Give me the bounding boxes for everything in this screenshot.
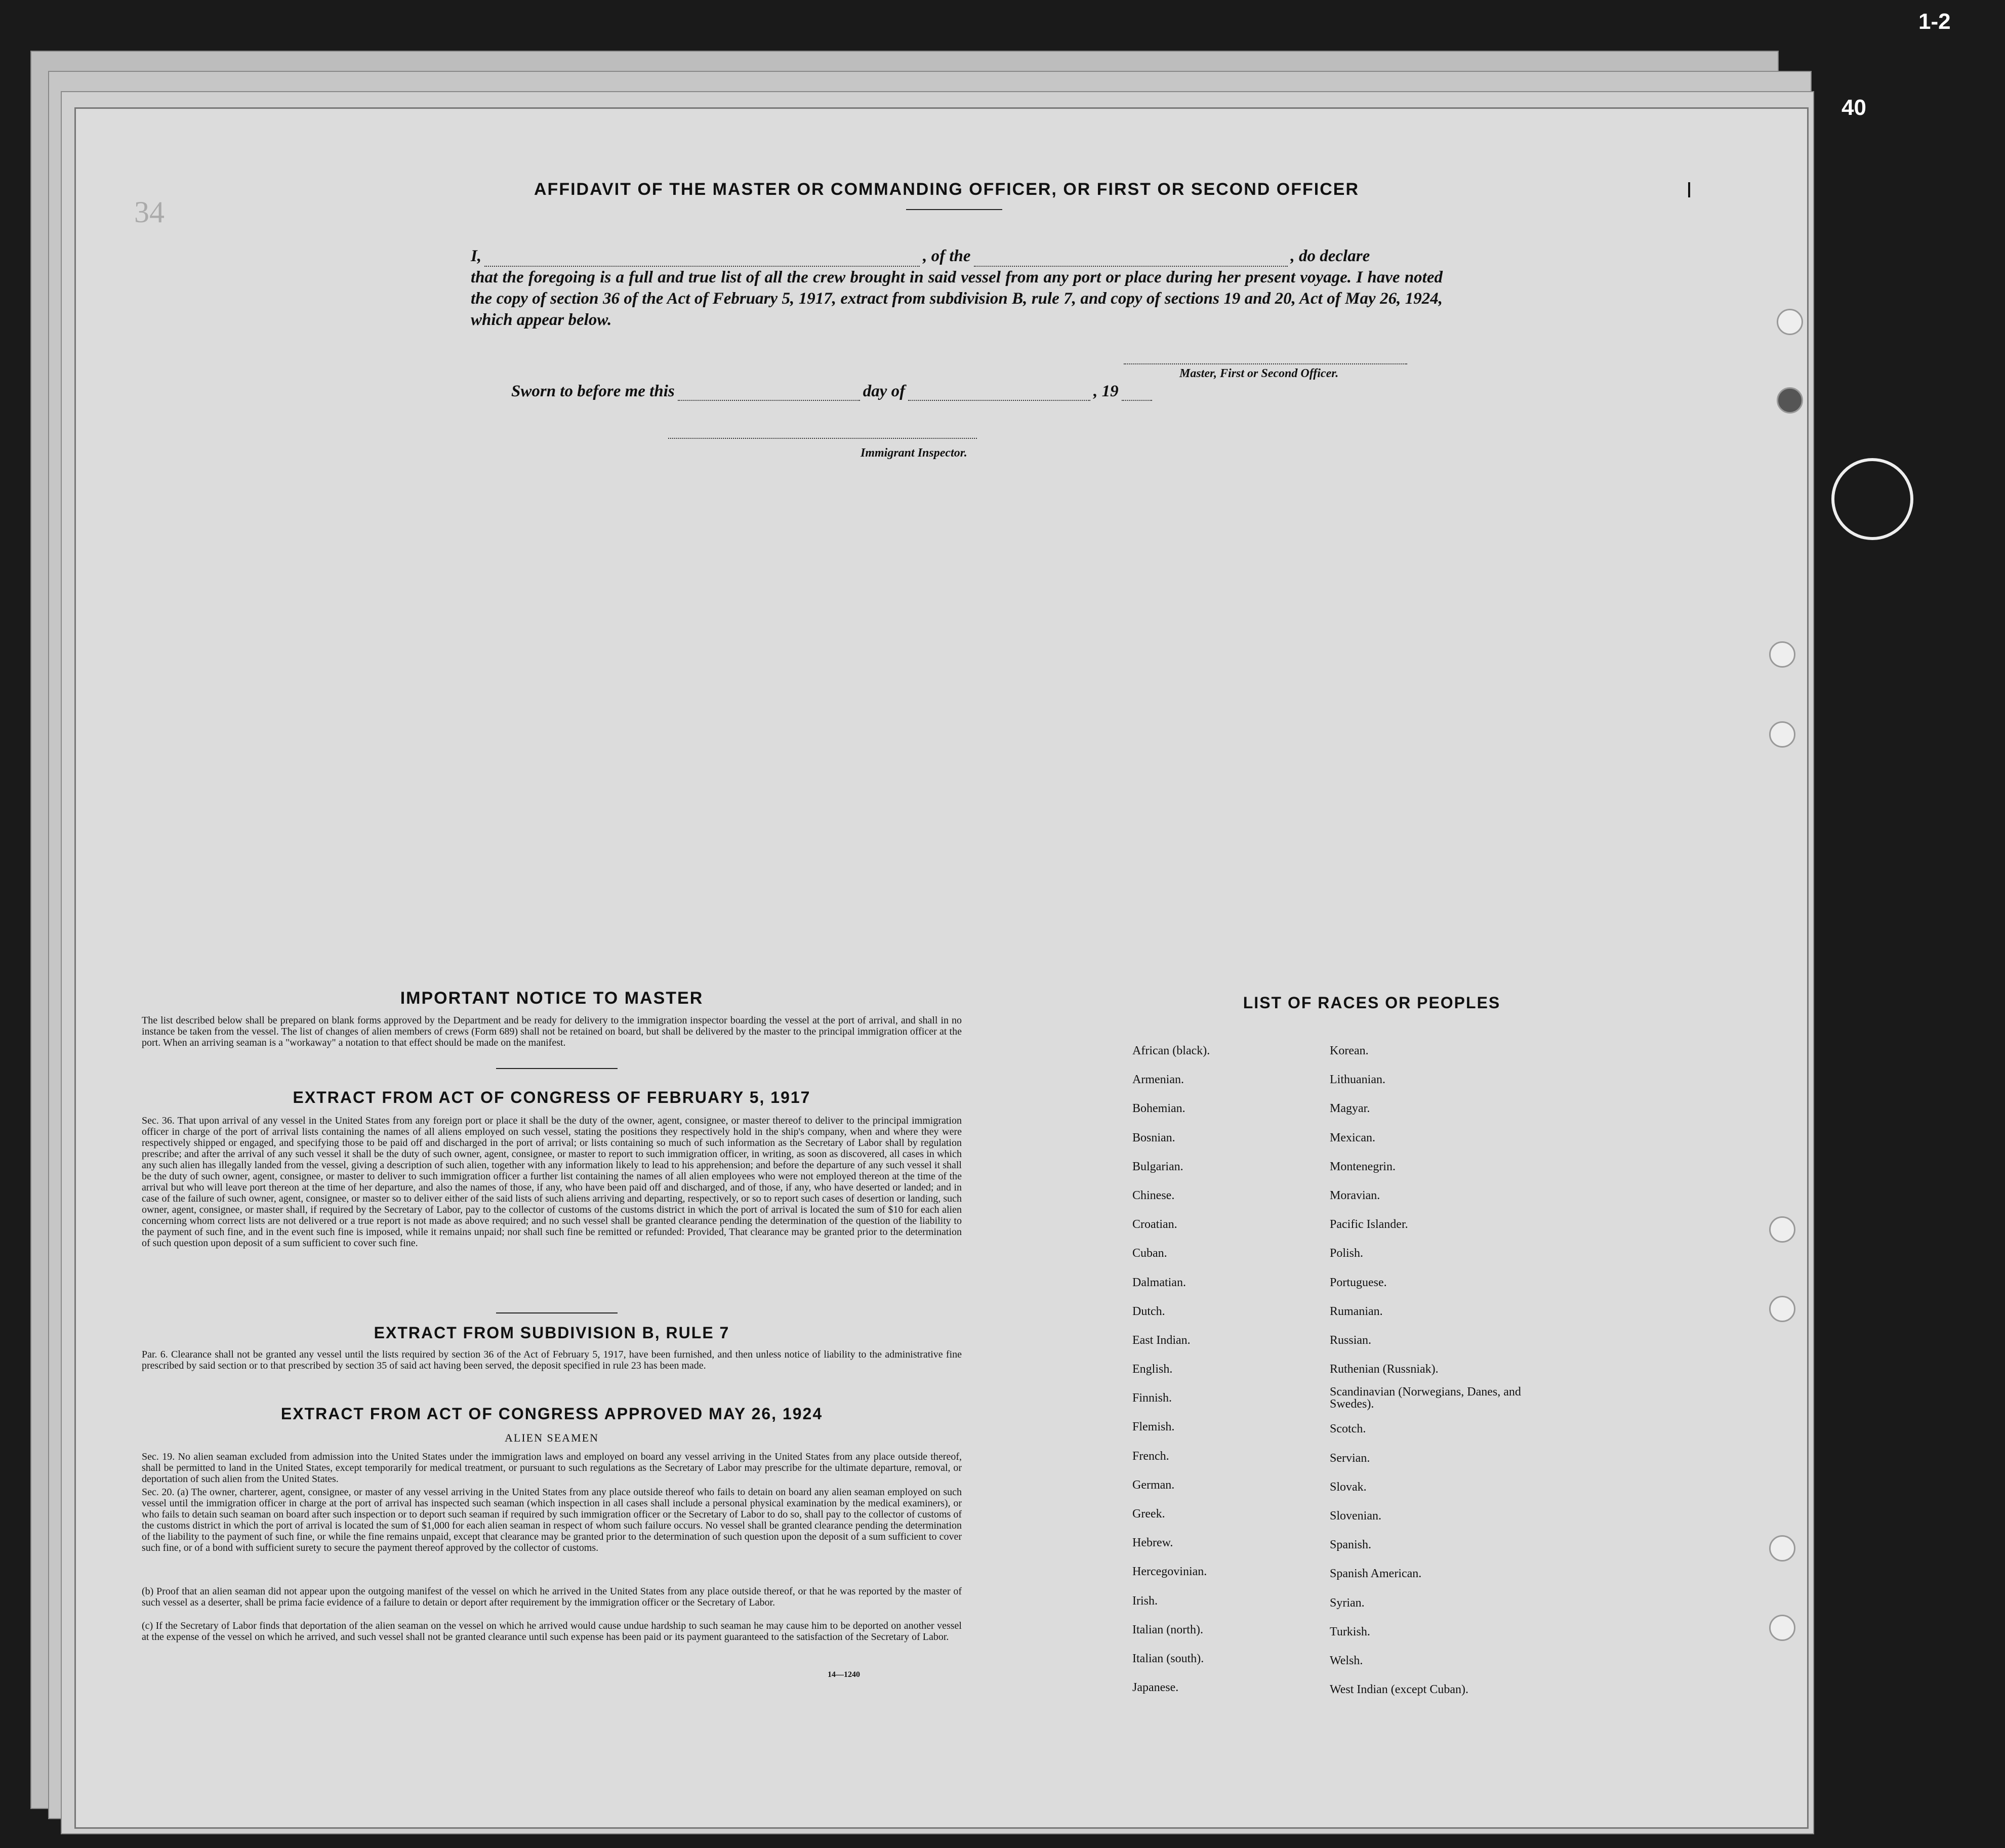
affidavit-title: AFFIDAVIT OF THE MASTER OR COMMANDING OFFICER, OR FIRST OR SECOND OFFICER (534, 180, 1359, 199)
race-item: Hercegovinian. (1132, 1565, 1207, 1579)
race-item: Pacific Islander. (1330, 1218, 1408, 1231)
extract-1924-title: EXTRACT FROM ACT OF CONGRESS APPROVED MAY 26, 1924 (280, 1405, 823, 1423)
day-of-label: day of (863, 382, 906, 400)
page-number: 40 (1842, 95, 1866, 120)
race-item: Turkish. (1330, 1625, 1370, 1638)
extract-1917-title: EXTRACT FROM ACT OF CONGRESS OF FEBRUARY 5, 1917 (293, 1088, 811, 1106)
master-signature-label: Master, First or Second Officer. (1179, 367, 1339, 380)
extract-1924-sec19: Sec. 19. No alien seaman excluded from admission into the United States under the immigration laws and employed on board any vessel arriving in the United States from any place outside thereof, shall be permitted to land in the United States, except temporarily for medical treatment, or pursuant to such regulations as the Secretary of Labor may prescribe for the ultimate departure, removal, or deportation of such alien from the United States. (142, 1451, 962, 1485)
extract-1924-sec20a: Sec. 20. (a) The owner, charterer, agent, consignee, or master of any vessel arriving in the United States from any place outside thereof who fails to detain on board any alien seaman employed on such vessel until the immigration officer in charge at the port of arrival has inspected such seaman (which inspection in all cases shall include a personal physical examination by the medical examiners), or who fails to detain such seaman on board after such inspection or to deport such seaman if required by such immigration officer or the Secretary of Labor to do so, shall pay to the collector of customs of the customs district in which the port of arrival is located the sum of $1,000 for each alien seaman in respect of whom such failure occurs. No vessel shall be granted clearance pending the determination of the liability to the payment of such fine, or while the fine remains unpaid, except that clearance may be granted prior to the determination of such question upon the deposit of a sum sufficient to cover such fine, or of a bond with sufficient surety to secure the payment thereof approved by the collector of customs. (142, 1487, 962, 1553)
corner-mark: 1-2 (1918, 9, 1951, 34)
sworn-day-field[interactable] (678, 386, 860, 401)
punch-hole (1777, 309, 1803, 335)
races-title: LIST OF RACES OR PEOPLES (1243, 994, 1501, 1012)
sworn-label: Sworn to before me this (511, 382, 675, 400)
race-item: Scotch. (1330, 1422, 1366, 1436)
inspector-signature-label: Immigrant Inspector. (861, 446, 967, 460)
extract-1924-sec20b: (b) Proof that an alien seaman did not appear upon the outgoing manifest of the vessel on which he arrived in the United States from any place outside thereof, or that he was reported by the master of such vessel as a deserter, shall be prima facie evidence of a failure to detain or deport after requirement by the immigration officer or the Secretary of Labor. (142, 1586, 962, 1608)
race-item: Greek. (1132, 1507, 1165, 1521)
affidavit-body: that the foregoing is a full and true list of all the crew brought in said vessel from any port or place during her present voyage. I have noted the copy of section 36 of the Act of February 5, 1917, extract from subdivision B, rule 7, and copy of sections 19 and 20, Act of May 26, 1924, which appear below. (471, 268, 1443, 329)
race-item: Servian. (1330, 1451, 1370, 1465)
race-item: West Indian (except Cuban). (1330, 1683, 1468, 1697)
sworn-year-field[interactable] (1122, 386, 1152, 401)
race-item: Russian. (1330, 1333, 1372, 1347)
race-item: Welsh. (1330, 1654, 1363, 1667)
race-item: Bohemian. (1132, 1102, 1185, 1116)
race-item: Italian (south). (1132, 1652, 1204, 1665)
form-number: 14—1240 (828, 1670, 860, 1679)
sworn-line (511, 382, 1152, 401)
sworn-month-field[interactable] (908, 386, 1090, 401)
extract-1917-rule (496, 1312, 618, 1313)
race-item: Spanish American. (1330, 1567, 1422, 1581)
binder-hole (1831, 458, 1913, 540)
race-item: Hebrew. (1132, 1536, 1173, 1550)
race-item: Syrian. (1330, 1596, 1365, 1610)
race-item: Dalmatian. (1132, 1276, 1186, 1289)
race-item: Mexican. (1330, 1131, 1375, 1144)
races-column-2 (1330, 1037, 1542, 1704)
race-item: East Indian. (1132, 1333, 1191, 1347)
race-item: Italian (north). (1132, 1623, 1203, 1636)
tick-mark (1688, 182, 1690, 197)
affidavit-title-rule (906, 209, 1002, 210)
race-item: Croatian. (1132, 1218, 1177, 1231)
master-name-field[interactable] (484, 252, 920, 267)
race-item: Magyar. (1330, 1102, 1370, 1116)
race-item: Finnish. (1132, 1391, 1172, 1405)
rule7-body: Par. 6. Clearance shall not be granted any vessel until the lists required by section 36 of the Act of February 5, 1917, have been furnished, and then unless notice of liability to the administrative fine prescribed by said section or to that prescribed by section 35 of said act having been served, the deposit specified in rule 23 has been made. (142, 1349, 962, 1371)
race-item: Slovenian. (1330, 1509, 1381, 1523)
extract-1924-subtitle: ALIEN SEAMEN (505, 1431, 599, 1444)
manifest-page (76, 109, 1807, 1827)
extract-1917-body: Sec. 36. That upon arrival of any vessel in the United States from any foreign port or place it shall be the duty of the owner, agent, consignee, or master thereof to deliver to the principal immigration officer in charge of the port of arrival lists containing the names of all aliens employed on such vessel, stating the positions they respectively hold in the ship's company, when and where they were respectively shipped or engaged, and specifying those to be paid off and discharged in the port of arrival; or lists containing so much of such information as the Secretary of Labor shall by regulation prescribe; and after the arrival of any such vessel it shall be the duty of such owner, agent, consignee, or master to report to such immigration officer, in writing, as soon as discovered, all cases in which any such alien has illegally landed from the vessel, giving a description of such alien, together with any information likely to lead to his apprehension; and before the departure of any such vessel it shall be the duty of such owner, agent, consignee, or master to deliver to such immigration officer a further list containing the names of all alien employees who were not employed thereon at the time of the arrival but who will leave port thereon at the time of her departure, and also the names of those, if any, who have been paid off and discharged, and of those, if any, who have deserted or landed; and in case of the failure of such owner, agent, consignee, or master so to deliver either of the said lists of such aliens arriving and departing, respectively, or so to report such cases of desertion or landing, such owner, agent, consignee, or master shall, if required by the Secretary of Labor, pay to the collector of customs of the customs district in which the port of arrival is located the sum of $10 for each alien concerning whom correct lists are not delivered or a true report is not made as above required; and no such vessel shall be granted clearance pending the determination of the question of the liability to the payment of such fine, and in the event such fine is imposed, while it remains unpaid; nor shall such fine be remitted or refunded: Provided, That clearance may be granted prior to the determination of such question upon deposit of a sum sufficient to cover such fine. (142, 1115, 962, 1249)
notice-title: IMPORTANT NOTICE TO MASTER (400, 989, 704, 1008)
side-number: 34 (134, 195, 165, 229)
race-item: English. (1132, 1363, 1173, 1376)
year-prefix: , 19 (1093, 382, 1119, 400)
race-item: German. (1132, 1478, 1175, 1492)
affidavit-statement (471, 245, 1443, 331)
race-item: Portuguese. (1330, 1276, 1387, 1289)
race-item: Chinese. (1132, 1188, 1175, 1202)
races-column-1 (1132, 1037, 1315, 1702)
notice-body: The list described below shall be prepared on blank forms approved by the Department and be ready for delivery to the immigration inspector boarding the vessel at the port of arrival, and shall in no instance be taken from the vessel. The list of changes of alien members of crews (Form 689) shall not be retained on board, but shall be delivered by the master to the principal immigration officer at the port. When an arriving seaman is a "workaway" a notation to that effect should be made on the manifest. (142, 1015, 962, 1048)
race-item: Slovak. (1330, 1480, 1367, 1494)
vessel-name-field[interactable] (974, 252, 1288, 267)
race-item: Cuban. (1132, 1247, 1167, 1260)
race-item: Scandinavian (Norwegians, Danes, and Swedes). (1330, 1385, 1521, 1411)
punch-hole (1769, 721, 1795, 748)
of-the-label: , of the (923, 247, 971, 265)
race-item: Montenegrin. (1330, 1160, 1396, 1173)
i-label: I, (471, 247, 482, 265)
extract-1924-sec20c: (c) If the Secretary of Labor finds that deportation of the alien seaman on the vessel on which he arrived would cause undue hardship to such seaman he may cause him to be deported on another vessel at the expense of the vessel on which he arrived, and such vessel shall not be granted clearance until such expense has been paid or its payment guaranteed to the satisfaction of the Secretary of Labor. (142, 1620, 962, 1642)
punch-hole (1769, 1535, 1795, 1562)
race-item: Bosnian. (1132, 1131, 1175, 1144)
race-item: Ruthenian (Russniak). (1330, 1363, 1439, 1376)
race-item: French. (1132, 1449, 1169, 1463)
punch-hole (1769, 641, 1795, 668)
punch-hole (1769, 1615, 1795, 1641)
race-item: Flemish. (1132, 1420, 1175, 1434)
race-item: Moravian. (1330, 1188, 1380, 1202)
race-item: Rumanian. (1330, 1304, 1383, 1318)
punch-hole (1777, 387, 1803, 414)
race-item: Japanese. (1132, 1681, 1179, 1695)
race-item: Armenian. (1132, 1073, 1184, 1087)
race-item: Bulgarian. (1132, 1160, 1183, 1173)
race-item: Dutch. (1132, 1304, 1165, 1318)
race-item: Spanish. (1330, 1538, 1372, 1552)
inspector-signature-line (668, 438, 977, 439)
do-declare-label: , do declare (1290, 247, 1370, 265)
master-signature-line (1124, 363, 1407, 365)
race-item: Irish. (1132, 1594, 1158, 1608)
race-item: Korean. (1330, 1044, 1369, 1057)
race-item: Polish. (1330, 1247, 1364, 1260)
rule7-title: EXTRACT FROM SUBDIVISION B, RULE 7 (374, 1324, 730, 1342)
race-item: Lithuanian. (1330, 1073, 1385, 1087)
notice-rule (496, 1068, 618, 1069)
punch-hole (1769, 1296, 1795, 1322)
punch-hole (1769, 1216, 1795, 1243)
race-item: African (black). (1132, 1044, 1210, 1057)
